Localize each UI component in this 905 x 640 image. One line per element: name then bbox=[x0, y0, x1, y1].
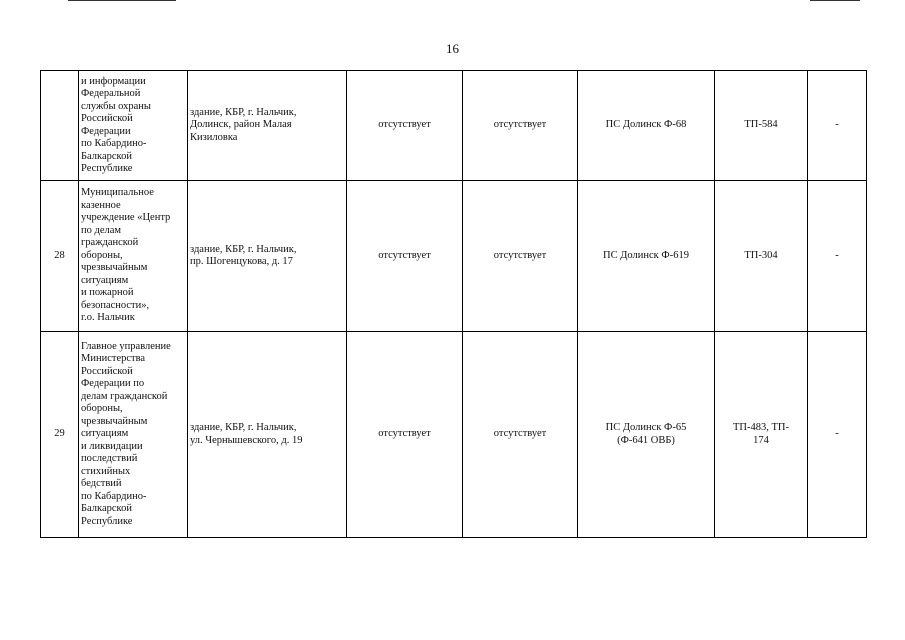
substation-feeder: ПС Долинск Ф-619 bbox=[578, 181, 715, 332]
status-cell: отсутствует bbox=[347, 71, 463, 181]
facilities-table bbox=[40, 70, 867, 538]
top-rule-right bbox=[810, 0, 860, 1]
table-row bbox=[41, 332, 867, 538]
transformer-point: ТП-483, ТП- 174 bbox=[715, 332, 808, 538]
row-number: 29 bbox=[41, 332, 79, 538]
status-cell: отсутствует bbox=[463, 332, 578, 538]
status-cell: отсутствует bbox=[463, 71, 578, 181]
status-cell: отсутствует bbox=[347, 332, 463, 538]
transformer-point: ТП-584 bbox=[715, 71, 808, 181]
address: здание, КБР, г. Нальчик, Долинск, район Малая Кизиловка bbox=[188, 71, 347, 181]
row-number bbox=[41, 71, 79, 181]
table-row bbox=[41, 181, 867, 332]
last-column-cell: - bbox=[808, 71, 867, 181]
status-cell: отсутствует bbox=[463, 181, 578, 332]
last-column-cell: - bbox=[808, 181, 867, 332]
row-number: 28 bbox=[41, 181, 79, 332]
organization-name: Муниципальное казенное учреждение «Центр по делам гражданской обороны, чрезвычайным ситуациям и пожарной безопасности», г.о. Нальчик bbox=[79, 181, 188, 332]
organization-name: и информации Федеральной службы охраны Российской Федерации по Кабардино- Балкарской Республике bbox=[79, 71, 188, 181]
top-rule-left bbox=[68, 0, 176, 1]
organization-name: Главное управление Министерства Российской Федерации по делам гражданской обороны, чрезвычайным ситуациям и ликвидации последствий стихийных бедствий по Кабардино- Балкарской Республике bbox=[79, 332, 188, 538]
transformer-point: ТП-304 bbox=[715, 181, 808, 332]
last-column-cell: - bbox=[808, 332, 867, 538]
substation-feeder: ПС Долинск Ф-68 bbox=[578, 71, 715, 181]
status-cell: отсутствует bbox=[347, 181, 463, 332]
page-number: 16 bbox=[446, 41, 459, 56]
substation-feeder: ПС Долинск Ф-65 (Ф-641 ОВБ) bbox=[578, 332, 715, 538]
table-row bbox=[41, 71, 867, 181]
address: здание, КБР, г. Нальчик, пр. Шогенцукова, д. 17 bbox=[188, 181, 347, 332]
address: здание, КБР, г. Нальчик, ул. Чернышевского, д. 19 bbox=[188, 332, 347, 538]
